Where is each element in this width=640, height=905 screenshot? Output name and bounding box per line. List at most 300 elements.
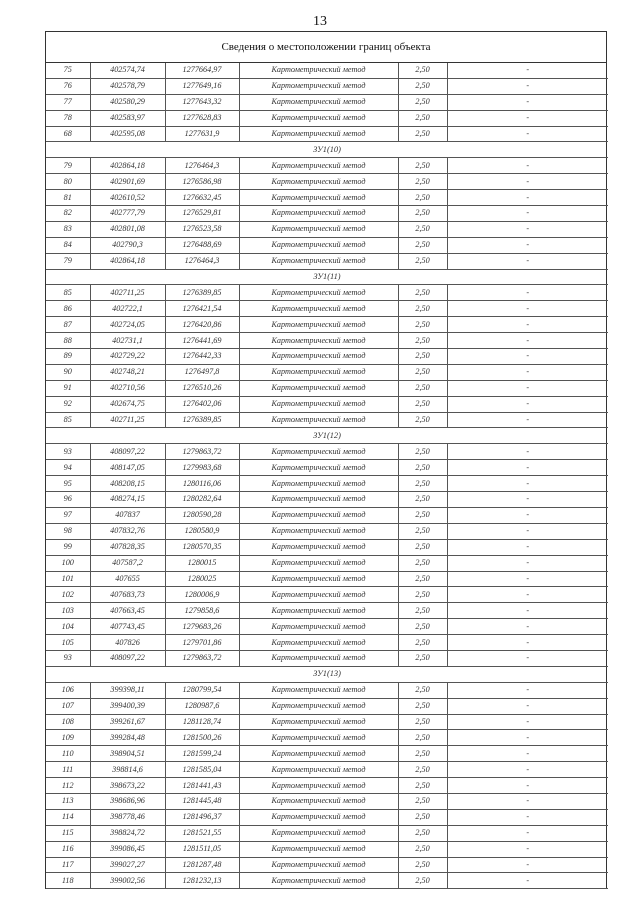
coordinates-table-body (46, 63, 608, 889)
accuracy-cell: 2,50 (398, 762, 447, 778)
method-cell: Картометрический метод (239, 635, 398, 651)
table-row (46, 253, 608, 269)
table-row (46, 587, 608, 603)
description-cell: - (447, 650, 608, 666)
y-coordinate-cell: 1277664,97 (165, 63, 239, 78)
x-coordinate-cell: 399261,67 (90, 714, 165, 730)
accuracy-cell: 2,50 (398, 174, 447, 190)
point-number-cell: 79 (46, 253, 90, 269)
point-number-cell: 80 (46, 174, 90, 190)
x-coordinate-cell: 399400,39 (90, 698, 165, 714)
method-cell: Картометрический метод (239, 698, 398, 714)
description-cell: - (447, 396, 608, 412)
method-cell: Картометрический метод (239, 63, 398, 78)
y-coordinate-cell: 1280015 (165, 555, 239, 571)
point-number-cell: 110 (46, 746, 90, 762)
table-row (46, 762, 608, 778)
y-coordinate-cell: 1276497,8 (165, 364, 239, 380)
method-cell: Картометрический метод (239, 78, 398, 94)
y-coordinate-cell: 1276488,69 (165, 237, 239, 253)
y-coordinate-cell: 1281445,48 (165, 793, 239, 809)
method-cell: Картометрический метод (239, 825, 398, 841)
accuracy-cell: 2,50 (398, 126, 447, 142)
method-cell: Картометрический метод (239, 396, 398, 412)
x-coordinate-cell: 402801,08 (90, 221, 165, 237)
description-cell: - (447, 762, 608, 778)
description-cell: - (447, 317, 608, 333)
point-number-cell: 85 (46, 412, 90, 428)
y-coordinate-cell: 1280025 (165, 571, 239, 587)
point-number-cell: 104 (46, 619, 90, 635)
point-number-cell: 87 (46, 317, 90, 333)
table-row (46, 412, 608, 428)
point-number-cell: 101 (46, 571, 90, 587)
y-coordinate-cell: 1281521,55 (165, 825, 239, 841)
section-label: ЗУ1(13) (46, 666, 608, 682)
method-cell: Картометрический метод (239, 650, 398, 666)
accuracy-cell: 2,50 (398, 221, 447, 237)
method-cell: Картометрический метод (239, 364, 398, 380)
method-cell: Картометрический метод (239, 682, 398, 698)
x-coordinate-cell: 402777,79 (90, 206, 165, 222)
method-cell: Картометрический метод (239, 285, 398, 301)
x-coordinate-cell: 399002,56 (90, 873, 165, 889)
section-row (46, 142, 608, 158)
description-cell: - (447, 603, 608, 619)
table-row (46, 603, 608, 619)
method-cell: Картометрический метод (239, 380, 398, 396)
point-number-cell: 78 (46, 110, 90, 126)
point-number-cell: 105 (46, 635, 90, 651)
accuracy-cell: 2,50 (398, 317, 447, 333)
section-row (46, 428, 608, 444)
accuracy-cell: 2,50 (398, 587, 447, 603)
method-cell: Картометрический метод (239, 190, 398, 206)
table-row (46, 555, 608, 571)
accuracy-cell: 2,50 (398, 412, 447, 428)
x-coordinate-cell: 398673,22 (90, 778, 165, 794)
accuracy-cell: 2,50 (398, 110, 447, 126)
accuracy-cell: 2,50 (398, 873, 447, 889)
sheet-title: Сведения о местоположении границ объекта (46, 32, 606, 63)
table-row (46, 492, 608, 508)
accuracy-cell: 2,50 (398, 94, 447, 110)
point-number-cell: 85 (46, 285, 90, 301)
description-cell: - (447, 825, 608, 841)
x-coordinate-cell: 402748,21 (90, 364, 165, 380)
description-cell: - (447, 555, 608, 571)
accuracy-cell: 2,50 (398, 333, 447, 349)
accuracy-cell: 2,50 (398, 63, 447, 78)
accuracy-cell: 2,50 (398, 778, 447, 794)
accuracy-cell: 2,50 (398, 364, 447, 380)
point-number-cell: 68 (46, 126, 90, 142)
x-coordinate-cell: 407743,45 (90, 619, 165, 635)
y-coordinate-cell: 1281511,05 (165, 841, 239, 857)
method-cell: Картометрический метод (239, 317, 398, 333)
y-coordinate-cell: 1280006,9 (165, 587, 239, 603)
table-row (46, 206, 608, 222)
y-coordinate-cell: 1276402,06 (165, 396, 239, 412)
table-row (46, 857, 608, 873)
method-cell: Картометрический метод (239, 603, 398, 619)
point-number-cell: 114 (46, 809, 90, 825)
description-cell: - (447, 174, 608, 190)
y-coordinate-cell: 1281599,24 (165, 746, 239, 762)
table-row (46, 714, 608, 730)
table-row (46, 793, 608, 809)
section-row (46, 269, 608, 285)
x-coordinate-cell: 402901,69 (90, 174, 165, 190)
x-coordinate-cell: 398778,46 (90, 809, 165, 825)
accuracy-cell: 2,50 (398, 714, 447, 730)
method-cell: Картометрический метод (239, 555, 398, 571)
point-number-cell: 97 (46, 507, 90, 523)
description-cell: - (447, 206, 608, 222)
table-row (46, 237, 608, 253)
accuracy-cell: 2,50 (398, 380, 447, 396)
point-number-cell: 94 (46, 460, 90, 476)
x-coordinate-cell: 407655 (90, 571, 165, 587)
x-coordinate-cell: 398904,51 (90, 746, 165, 762)
method-cell: Картометрический метод (239, 873, 398, 889)
table-row (46, 190, 608, 206)
description-cell: - (447, 523, 608, 539)
description-cell: - (447, 507, 608, 523)
y-coordinate-cell: 1276442,33 (165, 349, 239, 365)
coordinates-sheet (45, 31, 607, 889)
description-cell: - (447, 380, 608, 396)
point-number-cell: 115 (46, 825, 90, 841)
description-cell: - (447, 635, 608, 651)
x-coordinate-cell: 407832,76 (90, 523, 165, 539)
description-cell: - (447, 587, 608, 603)
accuracy-cell: 2,50 (398, 285, 447, 301)
table-row (46, 650, 608, 666)
point-number-cell: 84 (46, 237, 90, 253)
description-cell: - (447, 460, 608, 476)
point-number-cell: 89 (46, 349, 90, 365)
x-coordinate-cell: 402722,1 (90, 301, 165, 317)
x-coordinate-cell: 402595,08 (90, 126, 165, 142)
method-cell: Картометрический метод (239, 253, 398, 269)
point-number-cell: 108 (46, 714, 90, 730)
x-coordinate-cell: 402864,18 (90, 253, 165, 269)
table-row (46, 174, 608, 190)
method-cell: Картометрический метод (239, 444, 398, 460)
x-coordinate-cell: 398814,6 (90, 762, 165, 778)
description-cell: - (447, 301, 608, 317)
method-cell: Картометрический метод (239, 301, 398, 317)
page-number: 13 (313, 14, 327, 29)
description-cell: - (447, 158, 608, 174)
x-coordinate-cell: 399086,45 (90, 841, 165, 857)
method-cell: Картометрический метод (239, 174, 398, 190)
accuracy-cell: 2,50 (398, 190, 447, 206)
point-number-cell: 103 (46, 603, 90, 619)
x-coordinate-cell: 402731,1 (90, 333, 165, 349)
accuracy-cell: 2,50 (398, 698, 447, 714)
y-coordinate-cell: 1281128,74 (165, 714, 239, 730)
point-number-cell: 112 (46, 778, 90, 794)
x-coordinate-cell: 407587,2 (90, 555, 165, 571)
x-coordinate-cell: 408097,22 (90, 444, 165, 460)
table-row (46, 158, 608, 174)
point-number-cell: 93 (46, 444, 90, 460)
method-cell: Картометрический метод (239, 746, 398, 762)
point-number-cell: 82 (46, 206, 90, 222)
point-number-cell: 98 (46, 523, 90, 539)
x-coordinate-cell: 402864,18 (90, 158, 165, 174)
y-coordinate-cell: 1276464,3 (165, 158, 239, 174)
table-row (46, 444, 608, 460)
table-row (46, 778, 608, 794)
table-row (46, 746, 608, 762)
description-cell: - (447, 539, 608, 555)
table-row (46, 317, 608, 333)
point-number-cell: 76 (46, 78, 90, 94)
accuracy-cell: 2,50 (398, 571, 447, 587)
point-number-cell: 75 (46, 63, 90, 78)
section-label: ЗУ1(11) (46, 269, 608, 285)
point-number-cell: 91 (46, 380, 90, 396)
method-cell: Картометрический метод (239, 619, 398, 635)
description-cell: - (447, 221, 608, 237)
x-coordinate-cell: 407828,35 (90, 539, 165, 555)
method-cell: Картометрический метод (239, 412, 398, 428)
accuracy-cell: 2,50 (398, 460, 447, 476)
description-cell: - (447, 412, 608, 428)
table-row (46, 841, 608, 857)
method-cell: Картометрический метод (239, 158, 398, 174)
description-cell: - (447, 746, 608, 762)
description-cell: - (447, 333, 608, 349)
x-coordinate-cell: 402711,25 (90, 412, 165, 428)
y-coordinate-cell: 1276529,81 (165, 206, 239, 222)
accuracy-cell: 2,50 (398, 237, 447, 253)
method-cell: Картометрический метод (239, 539, 398, 555)
x-coordinate-cell: 402790,3 (90, 237, 165, 253)
method-cell: Картометрический метод (239, 221, 398, 237)
point-number-cell: 118 (46, 873, 90, 889)
point-number-cell: 109 (46, 730, 90, 746)
y-coordinate-cell: 1280282,64 (165, 492, 239, 508)
y-coordinate-cell: 1276523,58 (165, 221, 239, 237)
y-coordinate-cell: 1277643,32 (165, 94, 239, 110)
x-coordinate-cell: 408208,15 (90, 476, 165, 492)
accuracy-cell: 2,50 (398, 619, 447, 635)
description-cell: - (447, 682, 608, 698)
x-coordinate-cell: 408147,05 (90, 460, 165, 476)
y-coordinate-cell: 1276510,26 (165, 380, 239, 396)
accuracy-cell: 2,50 (398, 793, 447, 809)
method-cell: Картометрический метод (239, 587, 398, 603)
accuracy-cell: 2,50 (398, 841, 447, 857)
description-cell: - (447, 349, 608, 365)
y-coordinate-cell: 1280580,9 (165, 523, 239, 539)
method-cell: Картометрический метод (239, 762, 398, 778)
point-number-cell: 106 (46, 682, 90, 698)
point-number-cell: 100 (46, 555, 90, 571)
point-number-cell: 83 (46, 221, 90, 237)
x-coordinate-cell: 402610,52 (90, 190, 165, 206)
table-row (46, 285, 608, 301)
y-coordinate-cell: 1281232,13 (165, 873, 239, 889)
table-row (46, 809, 608, 825)
description-cell: - (447, 778, 608, 794)
method-cell: Картометрический метод (239, 714, 398, 730)
description-cell: - (447, 78, 608, 94)
y-coordinate-cell: 1277649,16 (165, 78, 239, 94)
accuracy-cell: 2,50 (398, 523, 447, 539)
method-cell: Картометрический метод (239, 333, 398, 349)
method-cell: Картометрический метод (239, 809, 398, 825)
table-row (46, 476, 608, 492)
accuracy-cell: 2,50 (398, 603, 447, 619)
accuracy-cell: 2,50 (398, 635, 447, 651)
table-row (46, 94, 608, 110)
point-number-cell: 86 (46, 301, 90, 317)
table-row (46, 619, 608, 635)
method-cell: Картометрический метод (239, 778, 398, 794)
description-cell: - (447, 809, 608, 825)
y-coordinate-cell: 1276420,86 (165, 317, 239, 333)
table-row (46, 396, 608, 412)
point-number-cell: 93 (46, 650, 90, 666)
description-cell: - (447, 619, 608, 635)
y-coordinate-cell: 1276464,3 (165, 253, 239, 269)
table-row (46, 333, 608, 349)
description-cell: - (447, 571, 608, 587)
x-coordinate-cell: 399027,27 (90, 857, 165, 873)
point-number-cell: 111 (46, 762, 90, 778)
y-coordinate-cell: 1279863,72 (165, 650, 239, 666)
y-coordinate-cell: 1279858,6 (165, 603, 239, 619)
table-row (46, 63, 608, 78)
table-row (46, 301, 608, 317)
method-cell: Картометрический метод (239, 841, 398, 857)
description-cell: - (447, 63, 608, 78)
x-coordinate-cell: 407683,73 (90, 587, 165, 603)
x-coordinate-cell: 402574,74 (90, 63, 165, 78)
table-row (46, 635, 608, 651)
point-number-cell: 88 (46, 333, 90, 349)
table-row (46, 698, 608, 714)
y-coordinate-cell: 1280799,54 (165, 682, 239, 698)
accuracy-cell: 2,50 (398, 444, 447, 460)
description-cell: - (447, 94, 608, 110)
x-coordinate-cell: 402578,79 (90, 78, 165, 94)
table-row (46, 380, 608, 396)
y-coordinate-cell: 1276441,69 (165, 333, 239, 349)
accuracy-cell: 2,50 (398, 349, 447, 365)
x-coordinate-cell: 399284,48 (90, 730, 165, 746)
point-number-cell: 99 (46, 539, 90, 555)
x-coordinate-cell: 402729,22 (90, 349, 165, 365)
accuracy-cell: 2,50 (398, 78, 447, 94)
point-number-cell: 77 (46, 94, 90, 110)
description-cell: - (447, 476, 608, 492)
method-cell: Картометрический метод (239, 237, 398, 253)
accuracy-cell: 2,50 (398, 555, 447, 571)
description-cell: - (447, 873, 608, 889)
y-coordinate-cell: 1280570,35 (165, 539, 239, 555)
method-cell: Картометрический метод (239, 476, 398, 492)
description-cell: - (447, 285, 608, 301)
description-cell: - (447, 492, 608, 508)
accuracy-cell: 2,50 (398, 539, 447, 555)
table-row (46, 507, 608, 523)
x-coordinate-cell: 398824,72 (90, 825, 165, 841)
y-coordinate-cell: 1281500,26 (165, 730, 239, 746)
x-coordinate-cell: 402711,25 (90, 285, 165, 301)
y-coordinate-cell: 1280590,28 (165, 507, 239, 523)
table-row (46, 221, 608, 237)
accuracy-cell: 2,50 (398, 158, 447, 174)
y-coordinate-cell: 1281585,04 (165, 762, 239, 778)
accuracy-cell: 2,50 (398, 206, 447, 222)
section-label: ЗУ1(12) (46, 428, 608, 444)
x-coordinate-cell: 402710,56 (90, 380, 165, 396)
x-coordinate-cell: 408097,22 (90, 650, 165, 666)
point-number-cell: 107 (46, 698, 90, 714)
description-cell: - (447, 841, 608, 857)
accuracy-cell: 2,50 (398, 730, 447, 746)
table-row (46, 349, 608, 365)
y-coordinate-cell: 1277631,9 (165, 126, 239, 142)
method-cell: Картометрический метод (239, 571, 398, 587)
y-coordinate-cell: 1281287,48 (165, 857, 239, 873)
point-number-cell: 95 (46, 476, 90, 492)
point-number-cell: 81 (46, 190, 90, 206)
section-row (46, 666, 608, 682)
y-coordinate-cell: 1277628,83 (165, 110, 239, 126)
description-cell: - (447, 714, 608, 730)
table-row (46, 571, 608, 587)
description-cell: - (447, 110, 608, 126)
description-cell: - (447, 857, 608, 873)
description-cell: - (447, 126, 608, 142)
y-coordinate-cell: 1279863,72 (165, 444, 239, 460)
x-coordinate-cell: 407837 (90, 507, 165, 523)
accuracy-cell: 2,50 (398, 301, 447, 317)
y-coordinate-cell: 1276632,45 (165, 190, 239, 206)
x-coordinate-cell: 402674,75 (90, 396, 165, 412)
y-coordinate-cell: 1276389,85 (165, 285, 239, 301)
description-cell: - (447, 730, 608, 746)
method-cell: Картометрический метод (239, 110, 398, 126)
x-coordinate-cell: 402724,05 (90, 317, 165, 333)
method-cell: Картометрический метод (239, 523, 398, 539)
y-coordinate-cell: 1280987,6 (165, 698, 239, 714)
table-row (46, 825, 608, 841)
accuracy-cell: 2,50 (398, 476, 447, 492)
method-cell: Картометрический метод (239, 94, 398, 110)
y-coordinate-cell: 1276586,98 (165, 174, 239, 190)
x-coordinate-cell: 408274,15 (90, 492, 165, 508)
y-coordinate-cell: 1281441,43 (165, 778, 239, 794)
description-cell: - (447, 253, 608, 269)
accuracy-cell: 2,50 (398, 857, 447, 873)
y-coordinate-cell: 1281496,37 (165, 809, 239, 825)
y-coordinate-cell: 1280116,06 (165, 476, 239, 492)
description-cell: - (447, 364, 608, 380)
accuracy-cell: 2,50 (398, 825, 447, 841)
point-number-cell: 113 (46, 793, 90, 809)
accuracy-cell: 2,50 (398, 809, 447, 825)
table-row (46, 126, 608, 142)
point-number-cell: 90 (46, 364, 90, 380)
